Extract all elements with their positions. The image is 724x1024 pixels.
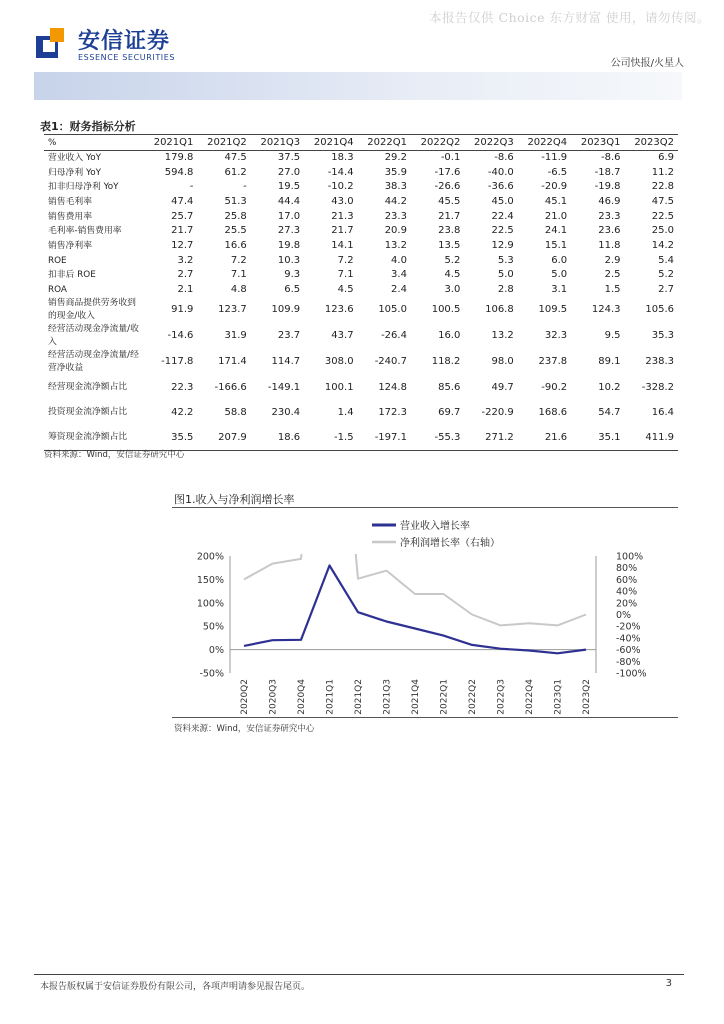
table-header-cell: 2021Q2 <box>197 135 250 151</box>
table-cell: 16.0 <box>438 330 461 342</box>
table-cell: 2.7 <box>658 284 674 296</box>
brand-name-en: ESSENCE SECURITIES <box>78 53 176 62</box>
row-label: ROA <box>48 285 67 296</box>
table-cell: 13.2 <box>491 330 514 342</box>
brand-logo-mark-icon <box>34 26 68 60</box>
table-row <box>44 151 678 166</box>
table-cell: 42.2 <box>171 406 194 418</box>
table-cell: 47.4 <box>171 195 194 207</box>
table-cell: 237.8 <box>538 356 568 368</box>
table-cell: 3.4 <box>391 269 407 281</box>
table-cell: -17.6 <box>434 166 461 178</box>
table-cell: 25.0 <box>651 225 674 237</box>
table-cell: 98.0 <box>491 356 514 368</box>
table-row <box>44 224 678 239</box>
table-cell: 23.8 <box>438 225 461 237</box>
table-cell: -8.6 <box>494 152 514 164</box>
right-axis-tick-label: -40% <box>616 633 641 645</box>
table-row <box>44 253 678 268</box>
table-cell: 46.9 <box>598 195 621 207</box>
x-axis-tick-label: 2021Q2 <box>354 679 364 715</box>
table-row <box>44 323 678 349</box>
table-row <box>44 283 678 298</box>
row-label: 经营活动现金净流量/收入 <box>48 324 139 348</box>
table-cell: 179.8 <box>164 152 194 164</box>
x-axis-tick-label: 2022Q1 <box>439 679 450 715</box>
row-label: 销售商品提供劳务收到的现金/收入 <box>48 298 136 322</box>
table-cell: - <box>243 181 247 193</box>
table-cell: -6.5 <box>547 166 568 178</box>
table-cell: 23.7 <box>277 330 301 342</box>
table-row <box>44 165 678 180</box>
table-cell: - <box>189 181 194 193</box>
growth-line-chart <box>172 510 678 716</box>
table-cell: 7.2 <box>230 254 247 266</box>
row-label: 销售毛利率 <box>48 196 92 207</box>
row-label: 营业收入 YoY <box>48 153 101 164</box>
x-axis-tick-label: 2023Q1 <box>553 679 564 715</box>
table-row <box>44 239 678 254</box>
table-cell: 2.7 <box>177 269 194 281</box>
left-axis-tick-label: 100% <box>196 598 224 610</box>
table-cell: 16.6 <box>224 239 247 251</box>
table-cell: 47.5 <box>651 195 674 207</box>
table-row <box>44 349 678 375</box>
left-axis-tick-label: 200% <box>196 551 224 563</box>
right-axis-tick-label: 100% <box>616 551 644 563</box>
table-cell: 35.5 <box>144 425 197 450</box>
x-axis-tick-label: 2021Q1 <box>325 679 336 715</box>
table-cell: 89.1 <box>598 356 621 368</box>
table-cell: 7.1 <box>230 269 247 281</box>
table-cell: 20.9 <box>384 225 407 237</box>
table-cell: -0.1 <box>440 152 461 164</box>
figure-source: 资料来源：Wind，安信证券研究中心 <box>174 724 315 734</box>
table-cell: 4.5 <box>444 269 461 281</box>
table-cell: 10.2 <box>598 381 621 393</box>
table-cell: 37.5 <box>277 152 301 164</box>
table-cell: 22.3 <box>171 381 194 393</box>
table-row <box>44 297 678 323</box>
table-cell: 18.3 <box>331 152 354 164</box>
table-cell: 43.7 <box>331 330 354 342</box>
table-cell: 19.8 <box>277 239 301 251</box>
table-cell: 45.1 <box>544 195 568 207</box>
table-cell: 2.5 <box>604 269 621 281</box>
right-axis-tick-label: 80% <box>616 563 638 575</box>
table-cell: 21.3 <box>331 210 354 222</box>
table-cell: 27.0 <box>277 166 301 178</box>
table-cell: 13.2 <box>384 239 407 251</box>
table-cell: 171.4 <box>218 356 247 368</box>
report-type: 公司快报/火星人 <box>610 58 684 69</box>
row-label: 归母净利 YoY <box>48 167 101 178</box>
table-cell: 271.2 <box>464 425 517 450</box>
revenue-growth-line <box>244 566 586 654</box>
x-axis-tick-label: 2023Q2 <box>582 679 592 715</box>
table-cell: 17.0 <box>277 210 301 222</box>
table-header-cell: 2021Q1 <box>144 135 197 151</box>
table-cell: 5.0 <box>497 269 514 281</box>
table-cell: 308.0 <box>324 356 354 368</box>
table-cell: 11.2 <box>651 166 674 178</box>
table-cell: -55.3 <box>411 425 464 450</box>
table-cell: 100.1 <box>324 381 354 393</box>
row-label: 经营活动现金净流量/经营净收益 <box>48 350 139 374</box>
table-cell: -40.0 <box>487 166 514 178</box>
table-cell: 16.4 <box>651 406 674 418</box>
table-cell: 5.3 <box>497 254 514 266</box>
table-cell: 109.9 <box>271 304 301 316</box>
table-cell: 45.0 <box>491 195 514 207</box>
row-label: 毛利率-销售费用率 <box>48 226 122 237</box>
table-cell: 11.8 <box>598 239 621 251</box>
table-cell: 14.2 <box>651 239 674 251</box>
table-cell: 106.8 <box>485 304 514 316</box>
table-cell: 91.9 <box>171 304 194 316</box>
table-cell: 123.6 <box>324 304 354 316</box>
table-cell: -18.7 <box>594 166 621 178</box>
table-cell: 5.2 <box>658 269 674 281</box>
table-row <box>44 268 678 283</box>
page-number: 3 <box>665 978 672 989</box>
table-cell: -11.9 <box>541 152 568 164</box>
table-cell: 49.7 <box>491 381 514 393</box>
table-cell: 168.6 <box>538 406 568 418</box>
table-header-cell: 2022Q1 <box>358 135 411 151</box>
table-cell: 124.3 <box>591 304 621 316</box>
brand-logo <box>34 24 234 68</box>
table-cell: 23.3 <box>384 210 407 222</box>
table-row <box>44 400 678 425</box>
table-cell: 18.6 <box>251 425 304 450</box>
table-cell: -149.1 <box>267 381 301 393</box>
table-cell: 105.0 <box>378 304 407 316</box>
table-cell: 238.3 <box>645 356 674 368</box>
table-header-row <box>44 135 678 151</box>
table-cell: 44.4 <box>277 195 301 207</box>
table-cell: 35.3 <box>651 330 674 342</box>
row-label: 筹资现金流净额占比 <box>44 425 144 450</box>
table-cell: -36.6 <box>487 181 514 193</box>
table-cell: 35.9 <box>384 166 407 178</box>
table-cell: 114.7 <box>271 356 301 368</box>
table-cell: -10.2 <box>327 181 354 193</box>
left-axis-tick-label: 150% <box>196 574 224 586</box>
figure-bottom-rule <box>172 717 678 718</box>
table-cell: 21.7 <box>171 225 194 237</box>
table-cell: 2.1 <box>177 284 194 296</box>
table-cell: 21.6 <box>518 425 571 450</box>
table-cell: 207.9 <box>197 425 250 450</box>
row-label: 经营现金流净额占比 <box>48 382 128 393</box>
table-cell: -240.7 <box>374 356 407 368</box>
table-cell: -1.5 <box>304 425 357 450</box>
table-cell: 29.2 <box>384 152 407 164</box>
table-cell: 4.8 <box>230 284 247 296</box>
table-cell: 2.9 <box>604 254 621 266</box>
figure-top-rule <box>172 507 678 508</box>
right-axis-tick-label: -20% <box>616 621 641 633</box>
table-cell: 47.5 <box>224 152 247 164</box>
table-cell: 594.8 <box>164 166 194 178</box>
figure-title: 图1.收入与净利润增长率 <box>174 493 295 506</box>
table-cell: 21.7 <box>438 210 461 222</box>
table-cell: 22.5 <box>491 225 514 237</box>
row-label: 扣非归母净利 YoY <box>48 182 119 193</box>
table-cell: 5.0 <box>551 269 568 281</box>
table-header-cell: 2023Q1 <box>571 135 624 151</box>
table-cell: -328.2 <box>641 381 674 393</box>
table-cell: 27.3 <box>277 225 301 237</box>
table-cell: 411.9 <box>625 425 678 450</box>
row-label: 扣非后 ROE <box>48 270 96 281</box>
table-cell: -20.9 <box>541 181 568 193</box>
table-cell: 21.0 <box>544 210 568 222</box>
table-header-cell: 2022Q2 <box>411 135 464 151</box>
x-axis-tick-label: 2022Q4 <box>525 679 535 715</box>
table-cell: 10.3 <box>277 254 301 266</box>
table-header-cell: 2022Q3 <box>464 135 517 151</box>
row-label: 销售费用率 <box>48 211 92 222</box>
table-cell: 4.0 <box>391 254 407 266</box>
table-cell: -26.4 <box>381 330 407 342</box>
table-cell: 2.8 <box>497 284 514 296</box>
table-cell: 3.2 <box>177 254 194 266</box>
table-cell: 2.4 <box>391 284 407 296</box>
table-cell: 19.5 <box>277 181 301 193</box>
watermark: 本报告仅供 Choice 东方财富 使用，请勿传阅。 <box>429 10 710 25</box>
table-cell: 9.3 <box>284 269 301 281</box>
row-label: 销售净利率 <box>48 240 92 251</box>
table-cell: 7.1 <box>337 269 354 281</box>
table-cell: 38.3 <box>384 181 407 193</box>
x-axis-tick-label: 2022Q2 <box>468 679 478 715</box>
x-axis-tick-label: 2022Q3 <box>496 679 507 715</box>
table-cell: 22.4 <box>491 210 514 222</box>
table-cell: 21.7 <box>331 225 354 237</box>
table-cell: 43.0 <box>331 195 354 207</box>
row-label: ROE <box>48 255 67 266</box>
table-cell: -8.6 <box>601 152 621 164</box>
table-title: 表1：财务指标分析 <box>40 120 136 133</box>
left-axis-tick-label: -50% <box>199 668 224 680</box>
table-header-cell: 2021Q4 <box>304 135 357 151</box>
right-axis-tick-label: -100% <box>616 668 647 680</box>
left-axis-tick-label: 0% <box>208 645 224 657</box>
table-cell: 12.9 <box>491 239 514 251</box>
table-cell: 5.4 <box>658 254 674 266</box>
legend-label: 净利润增长率（右轴） <box>400 538 500 549</box>
table-cell: 100.5 <box>431 304 461 316</box>
right-axis-tick-label: -60% <box>616 645 641 657</box>
x-axis-tick-label: 2021Q4 <box>411 679 421 715</box>
right-axis-tick-label: 0% <box>616 610 632 621</box>
table-row <box>44 209 678 224</box>
table-cell: 5.2 <box>444 254 461 266</box>
brand-name-cn: 安信证券 <box>78 29 171 54</box>
right-axis-tick-label: 40% <box>616 586 638 598</box>
table-cell: 12.7 <box>171 239 194 251</box>
table-cell: -14.6 <box>167 330 194 342</box>
table-cell: 24.1 <box>544 225 568 237</box>
table-cell: 13.5 <box>438 239 461 251</box>
right-axis-tick-label: 60% <box>616 574 638 586</box>
table-cell: 23.6 <box>598 225 621 237</box>
table-cell: -197.1 <box>358 425 411 450</box>
table-cell: 124.8 <box>378 381 407 393</box>
x-axis-tick-label: 2020Q3 <box>268 679 279 715</box>
table-cell: 54.7 <box>598 406 621 418</box>
table-header-cell: 2022Q4 <box>518 135 571 151</box>
table-cell: 105.6 <box>645 304 674 316</box>
table-cell: 35.1 <box>571 425 624 450</box>
table-cell: 51.3 <box>224 195 247 207</box>
table-cell: 31.9 <box>224 330 247 342</box>
table-cell: 23.3 <box>598 210 621 222</box>
table-cell: 14.1 <box>331 239 354 251</box>
table-cell: 172.3 <box>378 406 407 418</box>
table-cell: 22.5 <box>651 210 674 222</box>
table-cell: 32.3 <box>544 330 568 342</box>
table-cell: -166.6 <box>214 381 247 393</box>
table-cell: 15.1 <box>544 239 568 251</box>
table-row <box>44 180 678 195</box>
table-cell: 6.5 <box>284 284 301 296</box>
table-header-cell: 2021Q3 <box>251 135 304 151</box>
table-row <box>44 375 678 400</box>
x-axis-tick-label: 2020Q4 <box>297 679 307 715</box>
left-axis-tick-label: 50% <box>202 621 224 633</box>
table-cell: 25.7 <box>171 210 194 222</box>
table-header-label: % <box>44 135 144 151</box>
table-cell: 45.5 <box>438 195 461 207</box>
table-cell: 6.9 <box>658 152 674 164</box>
table-cell: 3.1 <box>551 284 568 296</box>
table-cell: 22.8 <box>651 181 674 193</box>
footer-rule <box>34 974 684 975</box>
x-axis-tick-label: 2020Q2 <box>240 679 250 715</box>
table-cell: 25.5 <box>224 225 247 237</box>
table-cell: -19.8 <box>594 181 621 193</box>
table-cell: 25.8 <box>224 210 247 222</box>
footer-disclaimer: 本报告版权属于安信证券股份有限公司，各项声明请参见报告尾页。 <box>40 982 311 992</box>
legend-label: 营业收入增长率 <box>400 521 470 532</box>
table-cell: -220.9 <box>481 406 514 418</box>
table-cell: 7.2 <box>337 254 354 266</box>
table-header-cell: 2023Q2 <box>625 135 678 151</box>
table-cell: 69.7 <box>438 406 461 418</box>
table-row <box>44 195 678 210</box>
table-cell: 4.5 <box>337 284 354 296</box>
table-row <box>44 425 678 450</box>
table-cell: 58.8 <box>224 406 247 418</box>
table-cell: 3.0 <box>444 284 461 296</box>
table-cell: -26.6 <box>434 181 461 193</box>
table-cell: 44.2 <box>384 195 407 207</box>
right-axis-tick-label: 20% <box>616 598 638 610</box>
table-cell: -90.2 <box>541 381 568 393</box>
table-cell: -14.4 <box>327 166 354 178</box>
table-cell: 109.5 <box>538 304 568 316</box>
table-cell: 1.5 <box>604 284 621 296</box>
table-cell: 9.5 <box>604 330 621 342</box>
header-band <box>34 72 682 100</box>
row-label: 投资现金流净额占比 <box>48 407 128 418</box>
table-cell: 6.0 <box>551 254 568 266</box>
table-cell: 123.7 <box>218 304 247 316</box>
table-source: 资料来源：Wind，安信证券研究中心 <box>44 450 185 460</box>
table-cell: 1.4 <box>337 406 354 418</box>
financial-indicators-table <box>44 134 678 451</box>
table-cell: 85.6 <box>438 381 461 393</box>
right-axis-tick-label: -80% <box>616 656 641 668</box>
x-axis-tick-label: 2021Q3 <box>382 679 393 715</box>
table-cell: 230.4 <box>271 406 301 418</box>
table-cell: -117.8 <box>161 356 194 368</box>
table-cell: 118.2 <box>431 356 461 368</box>
table-cell: 61.2 <box>224 166 247 178</box>
